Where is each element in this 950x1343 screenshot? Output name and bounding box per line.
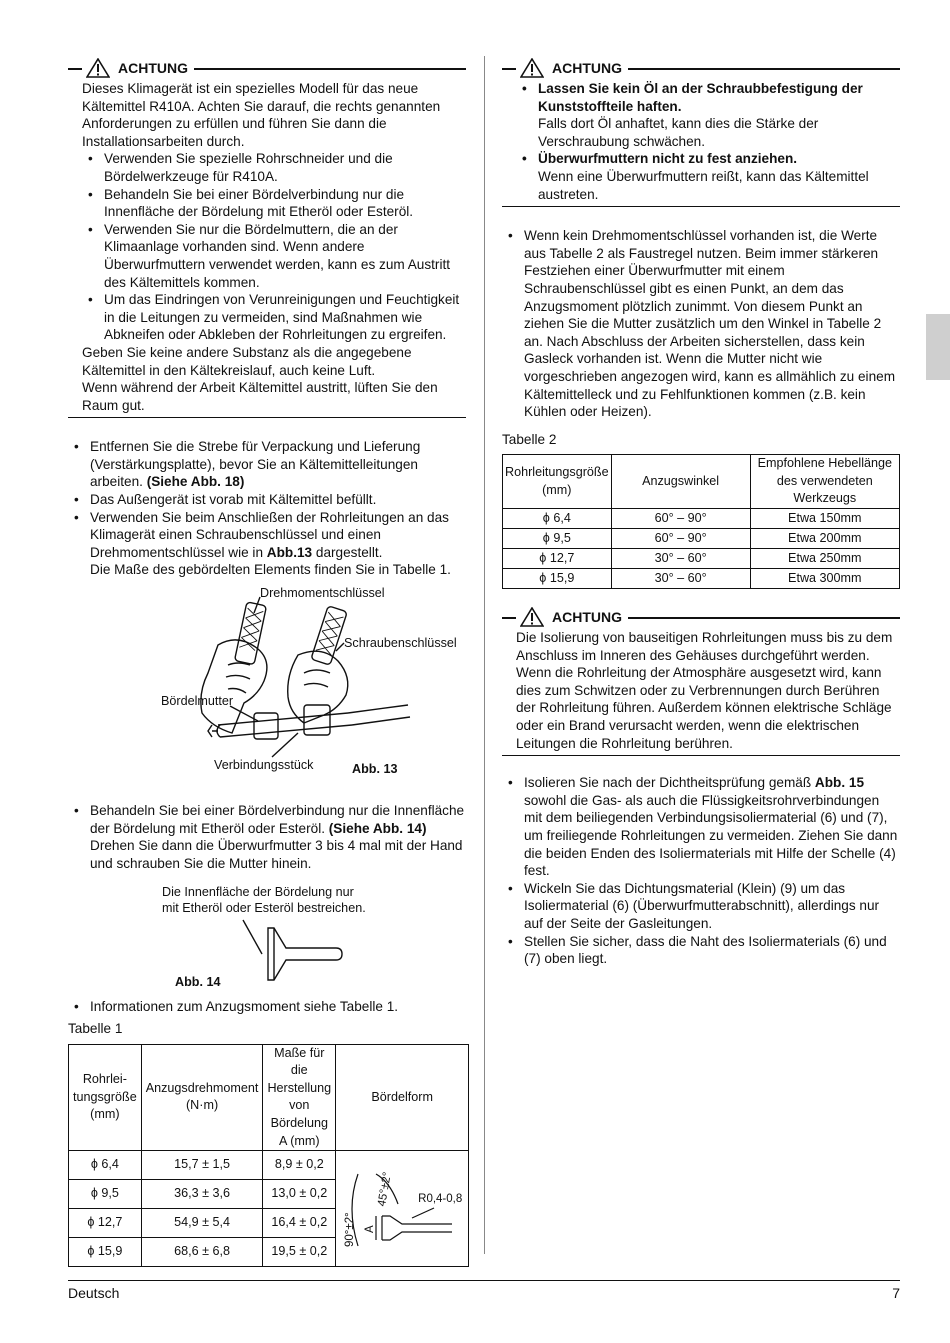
figure-14 [68, 880, 466, 990]
instruction-bullet: • Behandeln Sie bei einer Bördelverbindung nur die Innenfläche der Bördelung mit Etheröl oder Esteröl. (Siehe Abb. 14) Drehen Sie dann die Überwurfmutter 3 bis 4 mal mit der Hand und schrauben Sie die Mutter hinein. [68, 802, 466, 872]
flare-pipe-illustration [68, 880, 466, 990]
table-title: Tabelle 1 [68, 1021, 123, 1036]
warning-text: Die Isolierung von bauseitigen Rohrleitungen muss bis zu dem Anschluss im Inneren des Gehäuses durchgeführt werden. Wenn die Rohrleitung der Atmosphäre ausgesetzt wird, kann dies zum Schwitzen oder zu Verbrennungen durch Berühren der Rohrleitung führen. Außerdem können elektrische Schläge oder ein Brand verursacht werden, wenn die elektrischen Leitungen die Rohrleitung berühren. [516, 630, 893, 751]
table-title: Tabelle 2 [502, 431, 557, 447]
instruction-bullet: • Wenn kein Drehmomentschlüssel vorhanden ist, die Werte aus Tabelle 2 als Faustregel nutzen. Beim immer stärkeren Festziehen einer Überwurfmutter mit einem Schraubenschlüssel gibt es einen Punkt, an dem das Anzugsmoment plötzlich zunimmt. Von diesem Punkt an ziehen Sie die Mutter zusätzlich um den Winkel in Tabelle 2 an. Nach Abschluss der Arbeiten sicherstellen, dass kein Gasleck vorhanden ist. Wenn die Mutter nicht wie vorgeschrieben angezogen wird, kann es allmählich zu einem Kältemittelleck und zu Fehlfunktionen kommen (z.B. kein Kühlen oder Heizen). [502, 227, 900, 421]
label-torque-wrench: Drehmomentschlüssel [260, 586, 385, 601]
table-cell: 16,4 ± 0,2 [263, 1209, 336, 1238]
table-header: Empfohlene Hebellänge des verwendeten Werkzeugs [750, 455, 899, 509]
warning-bullet: • Überwurfmuttern nicht zu fest anziehen. [516, 150, 900, 168]
footer-language: Deutsch [68, 1285, 120, 1301]
table-header: Bördelform [336, 1044, 469, 1151]
flare-shape-cell [336, 1151, 469, 1267]
warning-outro: Wenn während der Arbeit Kältemittel austritt, lüften Sie den Raum gut. [82, 380, 438, 413]
warning-header [68, 58, 466, 80]
warning-box-oil-nuts [502, 80, 900, 207]
warning-header [502, 607, 900, 629]
page-number: 7 [892, 1285, 900, 1301]
table-row [503, 549, 900, 569]
flare-dimension-a: A [364, 1225, 377, 1234]
table-cell: 30° – 60° [611, 549, 750, 569]
table-row [503, 529, 900, 549]
column-divider [484, 56, 485, 1254]
instruction-bullet: • Wickeln Sie das Dichtungsmaterial (Klein) (9) um das Isoliermaterial (6) (Überwurfmutterabschnitt), allerdings nur auf der Seite der Gasleitungen. [502, 880, 900, 933]
warning-intro: Dieses Klimagerät ist ein spezielles Modell für das neue Kältemittel R410A. Achten Sie darauf, die rechts genannten Anforderungen zu erfüllen und führen Sie dann die Installationsarbeiten durch. [82, 81, 441, 149]
figure-13 [68, 585, 466, 790]
tightening-angle-table [502, 454, 900, 589]
instruction-bullet: • Entfernen Sie die Strebe für Verpackung und Lieferung (Verstärkungsplatte), bevor Sie an Kältemittelleitungen arbeiten. (Siehe Abb. 18) [68, 438, 466, 491]
left-column [68, 58, 466, 1267]
table-cell: 54,9 ± 5,4 [141, 1209, 263, 1238]
instruction-bullet: • Informationen zum Anzugsmoment siehe Tabelle 1. [68, 998, 466, 1016]
figure-14-note: mit Etheröl oder Esteröl bestreichen. [162, 901, 366, 916]
table-row [69, 1151, 469, 1180]
table-header: Maße für die Herstellung von Bördelung A (mm) [263, 1044, 336, 1151]
warning-box-refrigerant [68, 80, 466, 418]
table-cell: 8,9 ± 0,2 [263, 1151, 336, 1180]
warning-icon [520, 607, 544, 627]
warning-box-insulation [502, 629, 900, 756]
flare-radius: R0,4-0,8 [418, 1193, 463, 1206]
page-footer [68, 1280, 900, 1301]
table-cell: ϕ 9,5 [69, 1180, 142, 1209]
warning-label: ACHTUNG [552, 609, 622, 626]
warning-icon [86, 58, 110, 78]
table-cell: 60° – 90° [611, 509, 750, 529]
table-cell: ϕ 12,7 [503, 549, 612, 569]
table-cell: 30° – 60° [611, 569, 750, 589]
flare-dimension-table [68, 1044, 469, 1268]
instruction-bullet: • Isolieren Sie nach der Dichtheitsprüfung gemäß Abb. 15 sowohl die Gas- als auch die Flüssigkeitsrohrverbindungen mit dem beiliegenden Verbindungsisoliermaterial (6) und (7), um freiliegende Rohrleitungen zu vermeiden. Ziehen Sie dann die beiden Enden des Isoliermaterials mit Hilfe der Schelle (4) fest. [502, 774, 900, 880]
label-wrench: Schraubenschlüssel [344, 636, 457, 651]
table-header: Rohrleitungsgröße (mm) [503, 455, 612, 509]
table-header: Anzugswinkel [611, 455, 750, 509]
figure-caption: Abb. 14 [175, 975, 221, 990]
warning-text: Wenn eine Überwurfmuttern reißt, kann das Kältemittel austreten. [538, 168, 869, 202]
label-union: Verbindungsstück [214, 758, 314, 773]
warning-outro: Geben Sie keine andere Substanz als die angegebene Kältemittel in den Kältekreislauf, auch keine Luft. [82, 344, 412, 378]
table-cell: 60° – 90° [611, 529, 750, 549]
table-cell: Etwa 250mm [750, 549, 899, 569]
table-cell: ϕ 6,4 [503, 509, 612, 529]
figure-14-note: Die Innenfläche der Bördelung nur [162, 885, 354, 900]
warning-bullet: • Behandeln Sie bei einer Bördelverbindung nur die Innenfläche der Bördelung mit Etheröl oder Esteröl. [82, 186, 466, 221]
table-cell: ϕ 15,9 [503, 569, 612, 589]
table-header: Anzugsdrehmoment (N·m) [141, 1044, 263, 1151]
warning-icon [520, 58, 544, 78]
warning-bullet: • Verwenden Sie spezielle Rohrschneider und die Bördelwerkzeuge für R410A. [82, 150, 466, 185]
table-row [503, 569, 900, 589]
warning-bullet: • Lassen Sie kein Öl an der Schraubbefestigung der Kunststoffteile haften. [516, 80, 900, 115]
table-cell: Etwa 150mm [750, 509, 899, 529]
table-cell: ϕ 6,4 [69, 1151, 142, 1180]
table-cell: 19,5 ± 0,2 [263, 1238, 336, 1267]
figure-caption: Abb. 13 [352, 762, 398, 777]
warning-label: ACHTUNG [552, 60, 622, 76]
flare-angle-45: 45°±2° [376, 1171, 394, 1208]
flare-angle-90: 90°±2° [344, 1212, 357, 1248]
table-cell: Etwa 200mm [750, 529, 899, 549]
table-row [503, 509, 900, 529]
section-tab-marker [926, 314, 950, 380]
table-cell: ϕ 12,7 [69, 1209, 142, 1238]
table-header: Rohrlei-tungsgröße (mm) [69, 1044, 142, 1151]
instruction-bullet: • Verwenden Sie beim Anschließen der Rohrleitungen an das Klimagerät einen Schraubenschlüssel und einen Drehmomentschlüssel wie in Abb.13 dargestellt. Die Maße des gebördelten Elements finden Sie in Tabelle 1. [68, 509, 466, 579]
instruction-bullet: • Stellen Sie sicher, dass die Naht des Isoliermaterials (6) und (7) oben liegt. [502, 933, 900, 968]
table-cell: ϕ 15,9 [69, 1238, 142, 1267]
table-cell: 13,0 ± 0,2 [263, 1180, 336, 1209]
warning-bullet: • Verwenden Sie nur die Bördelmuttern, die an der Klimaanlage vorhanden sind. Wenn andere Überwurfmuttern verwendet werden, kann es zum Austritt des Kältemittels kommen. [82, 221, 466, 291]
table-cell: 68,6 ± 6,8 [141, 1238, 263, 1267]
table-cell: ϕ 9,5 [503, 529, 612, 549]
instruction-bullet: • Das Außengerät ist vorab mit Kältemittel befüllt. [68, 491, 466, 509]
table-cell: Etwa 300mm [750, 569, 899, 589]
warning-label: ACHTUNG [118, 60, 188, 76]
label-flare-nut: Bördelmutter [161, 694, 234, 709]
warning-text: Falls dort Öl anhaftet, kann dies die Stärke der Verschraubung schwächen. [538, 116, 819, 149]
warning-bullet: • Um das Eindringen von Verunreinigungen und Feuchtigkeit in die Leitungen zu vermeiden, sind Maßnahmen wie Abkneifen oder Abkleben der Rohrleitungen zu ergreifen. [82, 291, 466, 344]
table-cell: 36,3 ± 3,6 [141, 1180, 263, 1209]
right-column [502, 58, 900, 968]
warning-header [502, 58, 900, 80]
table-cell: 15,7 ± 1,5 [141, 1151, 263, 1180]
